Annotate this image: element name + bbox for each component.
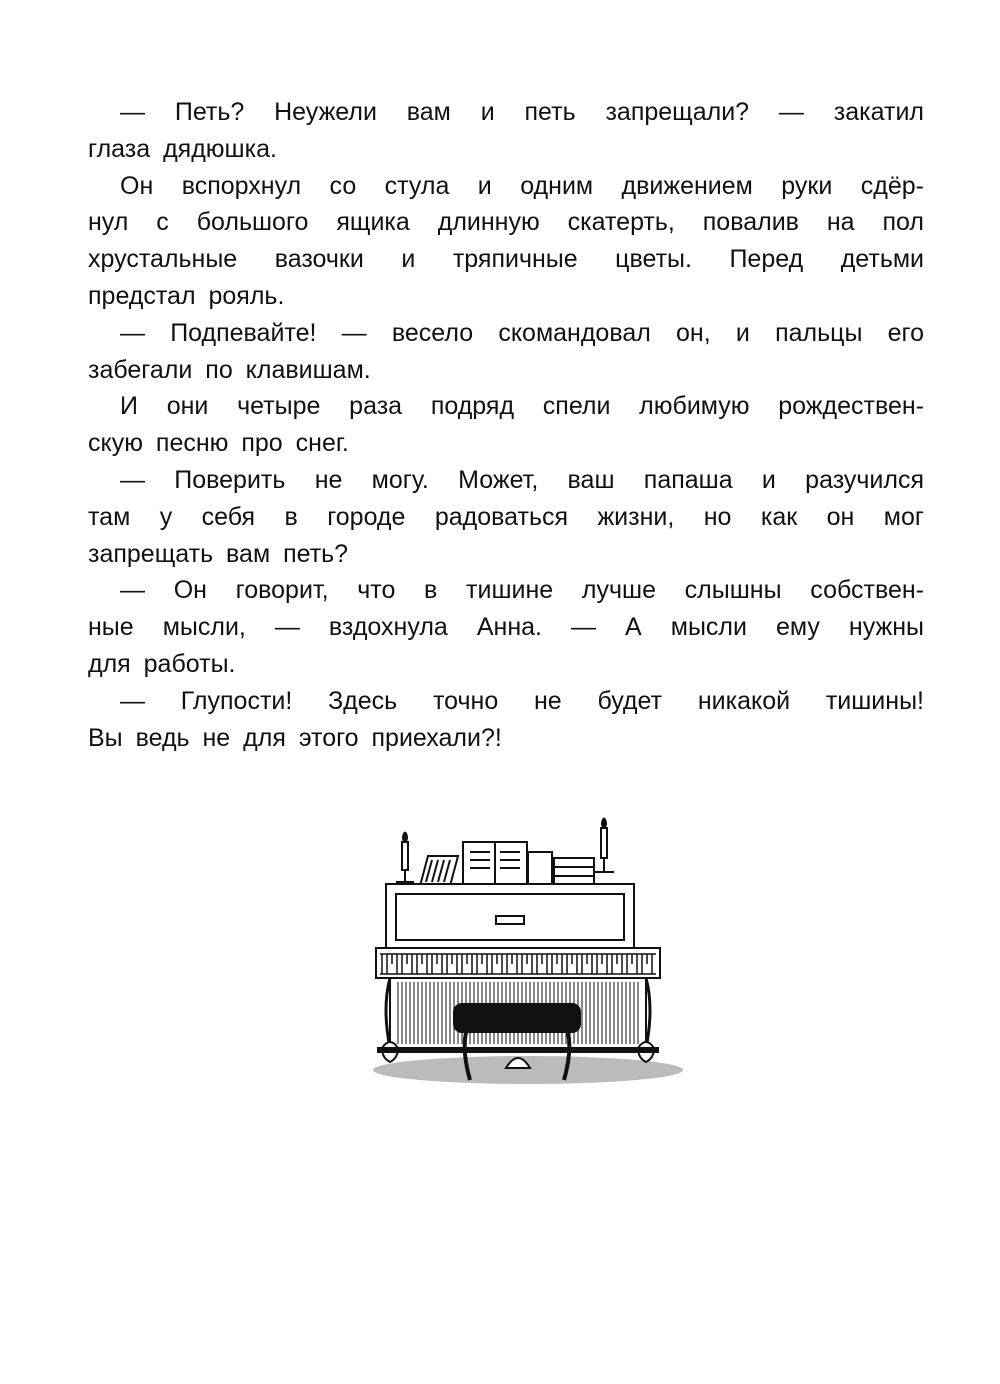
paragraph	[88, 94, 924, 168]
page-text	[88, 94, 924, 756]
text-line: Он вспорхнул со стула и одним движением руки сдёр-	[120, 171, 924, 200]
piano-illustration-icon	[368, 812, 688, 1090]
text-line: нул с большого ящика длинную скатерть, повалив на пол	[88, 208, 924, 237]
paragraph	[88, 388, 924, 462]
text-line: предстал рояль.	[88, 281, 285, 310]
text-line: — Петь? Неужели вам и петь запрещали? — закатил	[120, 98, 924, 126]
paragraph	[88, 683, 924, 757]
text-line: хрустальные вазочки и тряпичные цветы. Перед детьми	[88, 245, 924, 274]
text-line: Вы ведь не для этого приехали?!	[88, 723, 502, 752]
text-line: скую песню про снег.	[88, 429, 349, 458]
paragraph	[88, 572, 924, 682]
paragraph	[88, 315, 924, 389]
text-line: — Подпевайте! — весело скомандовал он, и пальцы его	[120, 318, 924, 347]
text-line: запрещать вам петь?	[88, 539, 349, 568]
paragraph	[88, 462, 924, 572]
text-line: забегали по клавишам.	[88, 355, 371, 384]
paragraph	[88, 168, 924, 315]
text-line: для работы.	[88, 649, 236, 678]
text-line: глаза дядюшка.	[88, 134, 277, 163]
text-line: И они четыре раза подряд спели любимую рождествен-	[120, 392, 924, 421]
text-line: там у себя в городе радоваться жизни, но как он мог	[88, 502, 924, 531]
text-line: — Глупости! Здесь точно не будет никакой тишины!	[120, 686, 924, 715]
text-line: — Поверить не могу. Может, ваш папаша и разучился	[120, 465, 924, 494]
text-line: ные мысли, — вздохнула Анна. — А мысли ему нужны	[88, 613, 924, 642]
text-line: — Он говорит, что в тишине лучше слышны собствен-	[120, 576, 924, 605]
